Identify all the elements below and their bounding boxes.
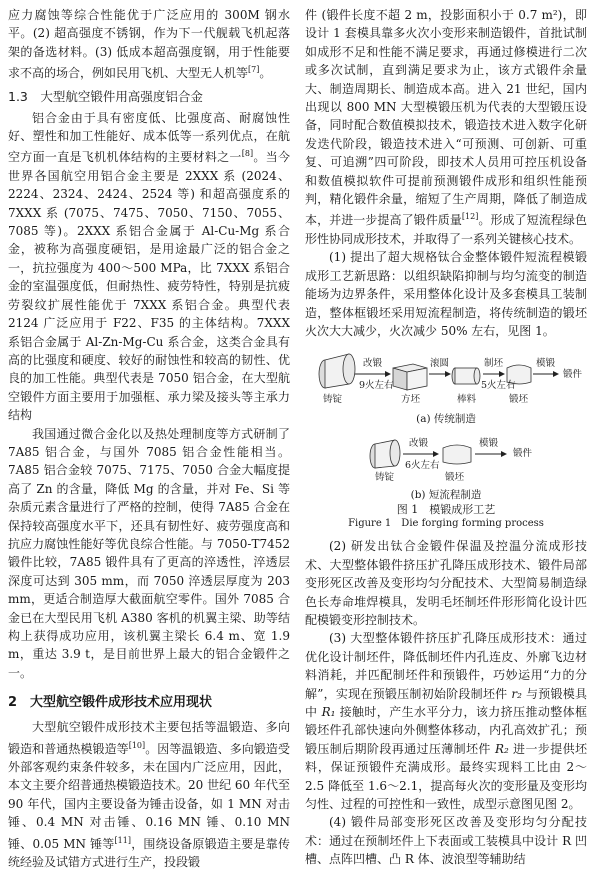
label-fire-5: 5火左右	[481, 380, 516, 392]
label-step-preform: 制坯	[484, 358, 504, 370]
paragraph-7a85: 我国通过微合金化以及热处理制度等方式研制了 7A85 铝合金，与国外 7085 铝合金性能相当。7A85 铝合金较 7075、7175、7050 合金大幅度提高了 Zn 的含量，降低 Mg 的含量，并对 Fe、Si 等杂质元素含量进行了严格的控制，使得 7A85 合金在保持较高强度水平下，还具有韧性好、疲劳强度高和抗应力腐蚀性能好等优良综合性能。与 7050-T7452 锻件比较，7A85 锻件具有了更高的淬透性，淬透层深度可达到 305 mm，而 7050 淬透层厚度为 203 mm，更适合制造厚大截面航空零件。国外 7085 合金已在大型民用飞机 A380 客机的机翼主梁、助等结构上获得成功应用，该机翼主梁长 6.4 m、宽 1.9 m，重达 3.9 t，是目前世界上最大的铝合金锻件之一。	[8, 426, 290, 680]
label-step-die-forge-b: 模锻	[479, 438, 499, 450]
figure-1-caption-en: Figure 1 Die forging forming process	[348, 518, 544, 530]
paragraph-forming-tech: 大型航空锻件成形技术主要包括等温锻造、多向锻造和普通热模锻造等[10]。因等温锻造、多向锻造受外部客观约束条件较多，未在国内广泛应用，因此，本文主要介绍普通热模锻造技术。20 世纪 60 年代至 90 年代，国内主要设备为锤击设备，如 1 MN 对击锤、0.4 MN 对击锤、0.16 MN 锤、0.10 MN 锤、0.05 MN 锤等[11]，围绕设备原锻造主要是靠传统经验及试错方式进行生产，投段锻	[8, 720, 290, 870]
label-bar: 棒料	[457, 394, 477, 406]
paragraph-point-4: (4) 锻件局部变形死区改善及变形均匀分配技术：通过在预制坯件上下表面或工装模具中设计 R 凹槽、点阵凹槽、凸 R 体、波浪型等辅助结	[305, 815, 587, 867]
caption-1b: (b) 短流程制造	[410, 489, 482, 502]
citation-8: [8]	[241, 149, 254, 159]
section-2-heading: 2 大型航空锻件成形技术应用现状	[8, 695, 213, 711]
bar-shape	[452, 368, 480, 384]
caption-1a: (a) 传统制造	[416, 413, 476, 426]
figure-1a-diagram	[305, 344, 587, 432]
paragraph-point-1: (1) 提出了超大规格钛合金整体锻件短流程模锻成形工艺新思路：以组织缺陷抑制与均匀流变的制造能场为边界条件，采用整体化设计及多套模具工装制造，整体框锻坯采用短流程制造，将传统制造的锻坯火次大大减少，火次减少 50% 左右，见图 1。	[305, 250, 587, 338]
ingot-shape-b	[370, 440, 400, 468]
citation-7: [7]	[248, 65, 260, 75]
right-column	[305, 6, 587, 869]
label-fire-9: 9火左右	[359, 380, 394, 392]
label-step-die-forge: 模锻	[536, 358, 556, 370]
blank-shape-b	[443, 445, 471, 464]
citation-12: [12]	[461, 212, 479, 222]
label-forging-b: 锻件	[513, 448, 533, 460]
citation-10: [10]	[128, 740, 146, 750]
paragraph-point-3: (3) 大型整体锻件挤压扩孔降压成形技术：通过优化设计制坯件，降低制坯件内孔连皮、外廓飞边材料消耗，并匹配制坯件和预锻件，巧妙运用“力的分解”，实现在预锻压制初始阶段制坯件 r₂ 与预锻模具中 R₁ 接触时，产生水平分力，该力挤压推动整体框锻坯件孔部快速向外侧整体移动，内孔高效扩孔；预锻压制后期阶段再通过压薄制坯件 R₂ 进一步提供坯料，保证预锻件充满成形。最终实现料工比由 2～2.5 降低至 1.6～2.1，提高每火次的变形量及变形均匀性、过程的可控性和一致性，成型示意图见图 2。	[305, 631, 587, 811]
label-step-forge: 改锻	[363, 358, 383, 370]
citation-11: [11]	[114, 835, 131, 845]
label-blank-b: 锻坯	[445, 472, 465, 484]
label-fire-6: 6火左右	[405, 460, 440, 472]
label-step-round: 滚圆	[430, 358, 450, 370]
label-step-forge-b: 改锻	[409, 438, 429, 450]
paragraph-point-2: (2) 研发出钛合金锻件保温及控温分流成形技术、大型整体锻件挤压扩孔降压成形技术、锻件局部变形死区改善及变形均匀分配技术、大型简易制造绿色长寿命堆焊模具，发明毛坯制坯件形形简化设计匹配模锻变形控制技术。	[305, 539, 587, 627]
label-blank: 锻坯	[509, 394, 529, 406]
paragraph-aluminum-alloys: 铝合金由于具有密度低、比强度高、耐腐蚀性好、塑性和加工性能好、成本低等一系列优点，在航空方面一直是飞机机体结构的主要材料之一[8]。当今世界各国航空用铝合金主要是 2XXX 系 (2024、2224、2324、2424、2524 等) 和超高强度系的 7XXX 系 (7075、7475、7050、7150、7055、7085 等)。2XXX 系铝合金属于 Al-Cu-Mg 系合金，被称为高强度硬铝，是用途最广泛的铝合金之一，抗拉强度为 400～500 MPa，比 7XXX 系铝合金的室温强度低，但耐热性、疲劳特性，特别是抗疲劳裂纹扩展性能优于 7XXX 系铝合金。典型代表 2124 广泛应用于 F22、F35 的主体结构。7XXX 系铝合金属于 Al-Zn-Mg-Cu 系合金，这类合金具有高的比强度和硬度、较好的耐蚀性和较高的韧性、优良的加工性能。典型代表是 7050 铝合金，在大型航空锻件方面主要用于加强框、承力梁及接头等主承力结构	[8, 110, 290, 423]
paragraph-development-stages: 件 (锻件长度不超 2 m，投影面积小于 0.7 m²)，即设计 1 套模具靠多火次小变形来制造锻件，首批试制如成形不足和性能不满足要求，再通过修模进行二次或多次试制，直到满足要求为止，该方式锻件余量大、制造周期长、制造成本高。进入 21 世纪，国内出现以 800 MN 大型模锻压机为代表的大型锻压设备，同时配合数值模拟技术，锻造技术进入数字化研发迭代阶段，锻造技术进入“可预测、可创新、可重复、可追溯”四可阶段，即技术人员用可控压机设备和数值模拟软件可提前预测锻件成形和组织性能预判，精化锻件余量，缩短了生产周期，降低了制造成本，并进一步提高了锻件质量[12]。形成了短流程绿色形性协同成形技术，并取得了一系列关键核心技术。	[305, 8, 587, 246]
figure-1-caption: 图 1 模锻成形工艺	[396, 503, 496, 517]
label-forging: 锻件	[563, 369, 583, 381]
figure-1	[305, 344, 587, 531]
label-ingot-b: 铸锭	[375, 472, 395, 484]
ingot-shape	[319, 354, 355, 388]
label-billet: 方坯	[401, 394, 421, 406]
left-column	[8, 6, 290, 871]
label-ingot: 铸锭	[323, 394, 343, 406]
figure-1b-diagram	[305, 432, 587, 488]
paragraph-high-strength-steel: 应力腐蚀等综合性能优于广泛应用的 300M 钢水平。(2) 超高强度不锈钢，作为下一代舰载飞机起落架的备选材料。(3) 低成本超高强度钢，用于性能要求不高的场合，例如民用飞机、大型无人机等[7]。	[8, 8, 290, 81]
section-1-3-heading: 1.3 大型航空锻件用高强度铝合金	[8, 88, 203, 104]
billet-shape	[393, 364, 427, 390]
